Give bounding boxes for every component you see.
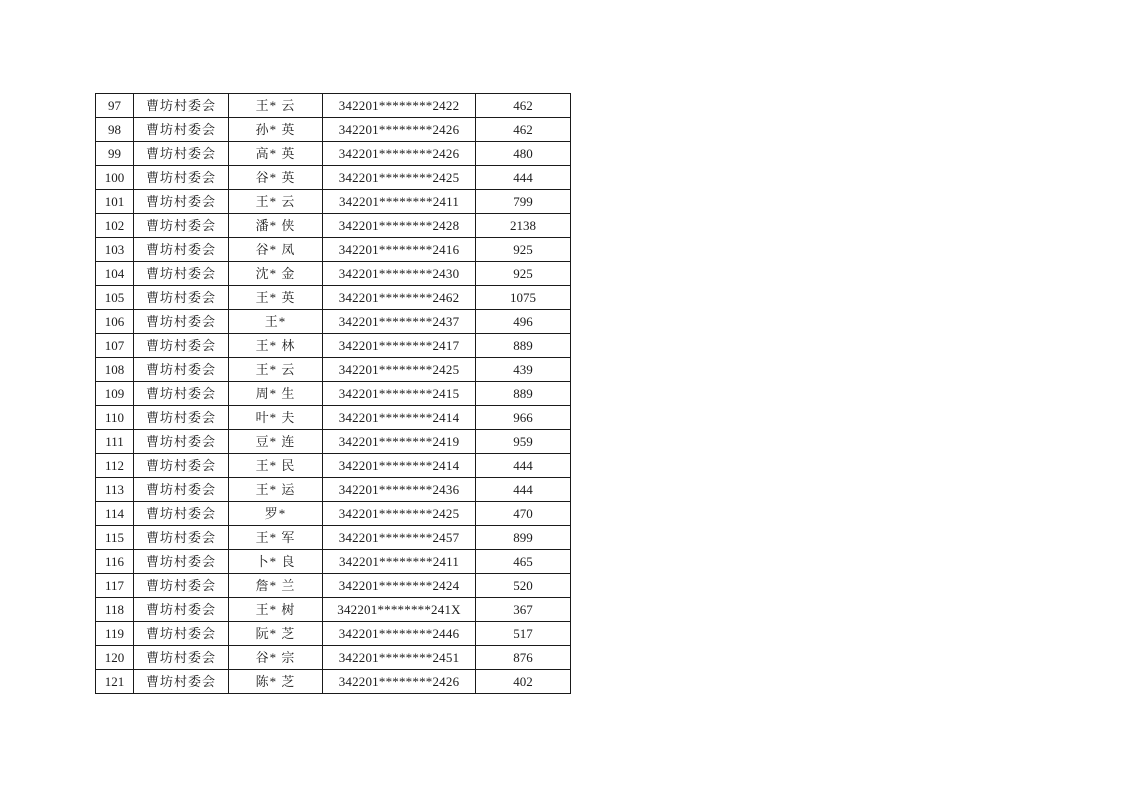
table-row <box>96 310 571 334</box>
cell-name: 阮* 芝 <box>229 622 323 646</box>
cell-id: 342201********2425 <box>323 166 476 190</box>
cell-name: 王* 树 <box>229 598 323 622</box>
cell-amount: 470 <box>476 502 571 526</box>
cell-village: 曹坊村委会 <box>134 574 229 598</box>
cell-village: 曹坊村委会 <box>134 238 229 262</box>
cell-village: 曹坊村委会 <box>134 118 229 142</box>
cell-name: 叶* 夫 <box>229 406 323 430</box>
cell-index: 110 <box>96 406 134 430</box>
table-row <box>96 238 571 262</box>
cell-name: 王* 军 <box>229 526 323 550</box>
cell-id: 342201********2417 <box>323 334 476 358</box>
cell-amount: 2138 <box>476 214 571 238</box>
table-row <box>96 550 571 574</box>
cell-village: 曹坊村委会 <box>134 382 229 406</box>
cell-name: 卜* 良 <box>229 550 323 574</box>
cell-name: 王* <box>229 310 323 334</box>
cell-amount: 444 <box>476 454 571 478</box>
cell-index: 97 <box>96 94 134 118</box>
cell-amount: 439 <box>476 358 571 382</box>
cell-name: 王* 民 <box>229 454 323 478</box>
cell-index: 117 <box>96 574 134 598</box>
cell-name: 罗* <box>229 502 323 526</box>
cell-index: 105 <box>96 286 134 310</box>
cell-id: 342201********2428 <box>323 214 476 238</box>
cell-index: 115 <box>96 526 134 550</box>
cell-id: 342201********2416 <box>323 238 476 262</box>
cell-id: 342201********2437 <box>323 310 476 334</box>
cell-village: 曹坊村委会 <box>134 622 229 646</box>
cell-amount: 959 <box>476 430 571 454</box>
cell-id: 342201********2426 <box>323 670 476 694</box>
table-row <box>96 526 571 550</box>
cell-amount: 889 <box>476 334 571 358</box>
cell-amount: 799 <box>476 190 571 214</box>
table-row <box>96 454 571 478</box>
cell-village: 曹坊村委会 <box>134 190 229 214</box>
cell-index: 100 <box>96 166 134 190</box>
table-row <box>96 406 571 430</box>
cell-name: 王* 运 <box>229 478 323 502</box>
table-row <box>96 262 571 286</box>
cell-amount: 480 <box>476 142 571 166</box>
cell-village: 曹坊村委会 <box>134 406 229 430</box>
table-row <box>96 166 571 190</box>
cell-index: 113 <box>96 478 134 502</box>
cell-village: 曹坊村委会 <box>134 262 229 286</box>
cell-id: 342201********2414 <box>323 454 476 478</box>
cell-id: 342201********2411 <box>323 190 476 214</box>
cell-village: 曹坊村委会 <box>134 550 229 574</box>
cell-village: 曹坊村委会 <box>134 166 229 190</box>
cell-index: 101 <box>96 190 134 214</box>
cell-amount: 444 <box>476 166 571 190</box>
table-row <box>96 334 571 358</box>
cell-index: 120 <box>96 646 134 670</box>
cell-id: 342201********2425 <box>323 502 476 526</box>
table-row <box>96 430 571 454</box>
cell-name: 王* 林 <box>229 334 323 358</box>
cell-id: 342201********2411 <box>323 550 476 574</box>
cell-name: 豆* 连 <box>229 430 323 454</box>
cell-name: 王* 云 <box>229 94 323 118</box>
table-row <box>96 142 571 166</box>
cell-name: 谷* 英 <box>229 166 323 190</box>
cell-name: 王* 英 <box>229 286 323 310</box>
cell-village: 曹坊村委会 <box>134 454 229 478</box>
table-row <box>96 622 571 646</box>
cell-id: 342201********2425 <box>323 358 476 382</box>
cell-index: 98 <box>96 118 134 142</box>
cell-amount: 1075 <box>476 286 571 310</box>
cell-id: 342201********2446 <box>323 622 476 646</box>
cell-name: 沈* 金 <box>229 262 323 286</box>
cell-name: 潘* 侠 <box>229 214 323 238</box>
cell-amount: 496 <box>476 310 571 334</box>
cell-id: 342201********2462 <box>323 286 476 310</box>
cell-name: 陈* 芝 <box>229 670 323 694</box>
cell-id: 342201********241X <box>323 598 476 622</box>
cell-village: 曹坊村委会 <box>134 598 229 622</box>
cell-amount: 517 <box>476 622 571 646</box>
table-row <box>96 574 571 598</box>
cell-index: 112 <box>96 454 134 478</box>
cell-amount: 966 <box>476 406 571 430</box>
cell-name: 高* 英 <box>229 142 323 166</box>
cell-amount: 462 <box>476 94 571 118</box>
cell-id: 342201********2457 <box>323 526 476 550</box>
cell-name: 周* 生 <box>229 382 323 406</box>
cell-amount: 925 <box>476 238 571 262</box>
table-row <box>96 646 571 670</box>
table-row <box>96 382 571 406</box>
cell-village: 曹坊村委会 <box>134 358 229 382</box>
cell-id: 342201********2414 <box>323 406 476 430</box>
cell-id: 342201********2419 <box>323 430 476 454</box>
cell-index: 119 <box>96 622 134 646</box>
cell-amount: 876 <box>476 646 571 670</box>
table-row <box>96 286 571 310</box>
cell-village: 曹坊村委会 <box>134 526 229 550</box>
table-row <box>96 502 571 526</box>
table-row <box>96 118 571 142</box>
cell-amount: 402 <box>476 670 571 694</box>
cell-index: 116 <box>96 550 134 574</box>
cell-id: 342201********2422 <box>323 94 476 118</box>
cell-village: 曹坊村委会 <box>134 94 229 118</box>
cell-id: 342201********2426 <box>323 142 476 166</box>
table-row <box>96 478 571 502</box>
cell-village: 曹坊村委会 <box>134 214 229 238</box>
cell-name: 詹* 兰 <box>229 574 323 598</box>
cell-village: 曹坊村委会 <box>134 646 229 670</box>
roster-table <box>95 93 571 694</box>
cell-name: 孙* 英 <box>229 118 323 142</box>
cell-amount: 444 <box>476 478 571 502</box>
cell-name: 谷* 凤 <box>229 238 323 262</box>
cell-index: 114 <box>96 502 134 526</box>
cell-village: 曹坊村委会 <box>134 310 229 334</box>
cell-id: 342201********2415 <box>323 382 476 406</box>
cell-id: 342201********2430 <box>323 262 476 286</box>
cell-index: 108 <box>96 358 134 382</box>
cell-village: 曹坊村委会 <box>134 670 229 694</box>
cell-amount: 889 <box>476 382 571 406</box>
table-row <box>96 94 571 118</box>
cell-village: 曹坊村委会 <box>134 286 229 310</box>
cell-index: 107 <box>96 334 134 358</box>
cell-index: 102 <box>96 214 134 238</box>
cell-village: 曹坊村委会 <box>134 502 229 526</box>
cell-index: 106 <box>96 310 134 334</box>
cell-village: 曹坊村委会 <box>134 430 229 454</box>
cell-index: 111 <box>96 430 134 454</box>
cell-village: 曹坊村委会 <box>134 142 229 166</box>
cell-id: 342201********2451 <box>323 646 476 670</box>
table-row <box>96 670 571 694</box>
table-row <box>96 358 571 382</box>
cell-name: 王* 云 <box>229 358 323 382</box>
cell-index: 99 <box>96 142 134 166</box>
table-row <box>96 214 571 238</box>
table-body <box>96 94 571 694</box>
cell-amount: 899 <box>476 526 571 550</box>
cell-amount: 925 <box>476 262 571 286</box>
cell-amount: 367 <box>476 598 571 622</box>
cell-village: 曹坊村委会 <box>134 334 229 358</box>
cell-index: 103 <box>96 238 134 262</box>
cell-id: 342201********2436 <box>323 478 476 502</box>
cell-index: 104 <box>96 262 134 286</box>
cell-village: 曹坊村委会 <box>134 478 229 502</box>
cell-amount: 462 <box>476 118 571 142</box>
cell-amount: 465 <box>476 550 571 574</box>
cell-index: 121 <box>96 670 134 694</box>
table-row <box>96 190 571 214</box>
cell-id: 342201********2426 <box>323 118 476 142</box>
cell-index: 118 <box>96 598 134 622</box>
cell-index: 109 <box>96 382 134 406</box>
cell-name: 谷* 宗 <box>229 646 323 670</box>
cell-name: 王* 云 <box>229 190 323 214</box>
cell-amount: 520 <box>476 574 571 598</box>
table-row <box>96 598 571 622</box>
cell-id: 342201********2424 <box>323 574 476 598</box>
